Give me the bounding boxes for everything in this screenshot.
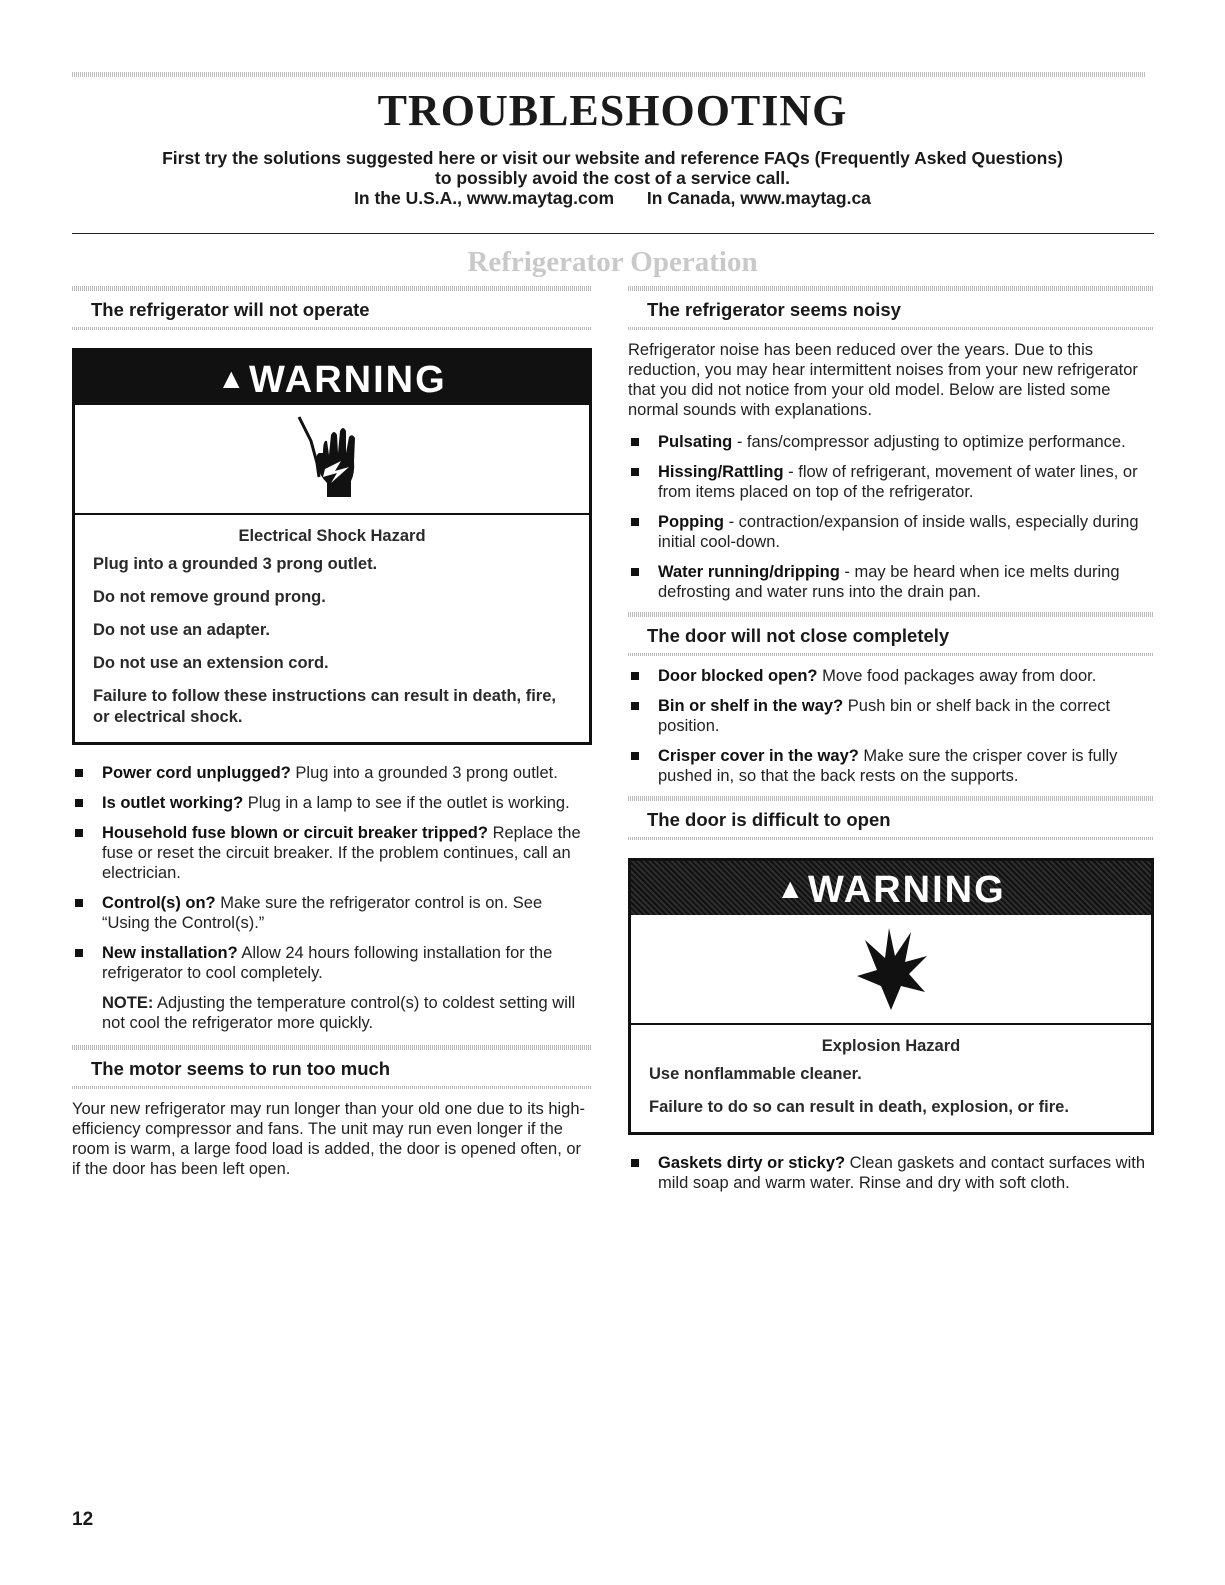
warning-label: WARNING (808, 869, 1006, 911)
explosion-icon (631, 915, 1151, 1025)
warning-line: Do not remove ground prong. (93, 588, 326, 606)
page-title: TROUBLESHOOTING (377, 86, 848, 135)
dotted-rule (628, 837, 1154, 840)
warning-line: Failure to follow these instructions can result in death, fire, or electrical shock. (93, 687, 556, 726)
list-item: Crisper cover in the way? Make sure the crisper cover is fully pushed in, so that the back rests on the supports. (628, 746, 1154, 786)
right-column (628, 286, 1154, 1203)
list-item: Gaskets dirty or sticky? Clean gaskets and contact surfaces with mild soap and warm water. Rinse and dry with soft cloth. (628, 1153, 1154, 1193)
heading-door-not-close: The door will not close completely (647, 625, 950, 646)
motor-paragraph: Your new refrigerator may run longer than your old one due to its high-efficiency compressor and fans. The unit may run even longer if the room is warm, a large food load is added, the door is opened often, or if the door has been left open. (72, 1100, 586, 1178)
noise-list (628, 432, 1154, 602)
website-links (0, 188, 1225, 208)
noisy-intro: Refrigerator noise has been reduced over the years. Due to this reduction, you may hear intermittent noises from your new refrigerator that you did not notice from your old model. Below are listed some normal sounds with explanations. (628, 341, 1138, 419)
warning-banner (631, 861, 1151, 915)
list-item: Bin or shelf in the way? Push bin or shelf back in the correct position. (628, 696, 1154, 736)
warning-text (631, 1025, 1151, 1132)
warning-box-explosion (628, 858, 1154, 1135)
dotted-rule (628, 286, 1154, 291)
list-item: Hissing/Rattling - flow of refrigerant, movement of water lines, or from items placed on top of the refrigerator. (628, 462, 1154, 502)
hazard-title: Electrical Shock Hazard (238, 527, 426, 545)
heading-seems-noisy: The refrigerator seems noisy (647, 299, 901, 320)
warning-triangle-icon: ▲ (776, 873, 807, 904)
warning-line: Do not use an extension cord. (93, 654, 329, 672)
list-item: Control(s) on? Make sure the refrigerator control is on. See “Using the Control(s).” (72, 893, 592, 933)
heading-motor-runs: The motor seems to run too much (91, 1058, 391, 1079)
heading-will-not-operate: The refrigerator will not operate (91, 299, 370, 320)
warning-triangle-icon: ▲ (217, 363, 248, 394)
list-item: Door blocked open? Move food packages away from door. (628, 666, 1154, 686)
door-close-list (628, 666, 1154, 786)
link-canada: In Canada, www.maytag.ca (646, 188, 871, 208)
warning-line: Failure to do so can result in death, explosion, or fire. (649, 1098, 1069, 1116)
warning-line: Use nonflammable cleaner. (649, 1065, 862, 1083)
warning-banner (75, 351, 589, 405)
intro-line-1: First try the solutions suggested here or visit our website and reference FAQs (Frequently Asked Questions) (162, 148, 1063, 168)
list-item: Is outlet working? Plug in a lamp to see if the outlet is working. (72, 793, 592, 813)
section-title: Refrigerator Operation (467, 246, 758, 278)
link-usa: In the U.S.A., www.maytag.com (354, 188, 615, 208)
list-item: Water running/dripping - may be heard when ice melts during defrosting and water runs into the drain pan. (628, 562, 1154, 602)
list-item: Popping - contraction/expansion of inside walls, especially during initial cool-down. (628, 512, 1154, 552)
dotted-rule (628, 796, 1154, 801)
dotted-rule (72, 1045, 592, 1050)
list-item: New installation? Allow 24 hours following installation for the refrigerator to cool completely. (72, 943, 592, 983)
note: NOTE: Adjusting the temperature control(s) to coldest setting will not cool the refrigerator more quickly. (102, 994, 576, 1032)
section-divider (72, 233, 1154, 234)
left-column (72, 286, 592, 1191)
heading-door-difficult: The door is difficult to open (647, 809, 891, 830)
warning-line: Do not use an adapter. (93, 621, 270, 639)
list-item: Power cord unplugged? Plug into a grounded 3 prong outlet. (72, 763, 592, 783)
warning-box-shock (72, 348, 592, 745)
warning-label: WARNING (249, 359, 447, 401)
dotted-rule (72, 286, 592, 291)
top-dotted-rule (72, 72, 1146, 77)
warning-line: Plug into a grounded 3 prong outlet. (93, 555, 378, 573)
dotted-rule (628, 612, 1154, 617)
warning-text (75, 515, 589, 742)
intro-text (0, 148, 1225, 208)
page-number: 12 (72, 1509, 94, 1530)
list-item: Pulsating - fans/compressor adjusting to optimize performance. (628, 432, 1154, 452)
hazard-title: Explosion Hazard (821, 1037, 961, 1055)
electrical-shock-icon (75, 405, 589, 515)
door-open-list (628, 1153, 1154, 1193)
solutions-list (72, 763, 592, 983)
dotted-rule (72, 327, 592, 330)
list-item: Household fuse blown or circuit breaker tripped? Replace the fuse or reset the circuit breaker. If the problem continues, call an electrician. (72, 823, 592, 883)
intro-line-2: to possibly avoid the cost of a service call. (435, 168, 790, 188)
